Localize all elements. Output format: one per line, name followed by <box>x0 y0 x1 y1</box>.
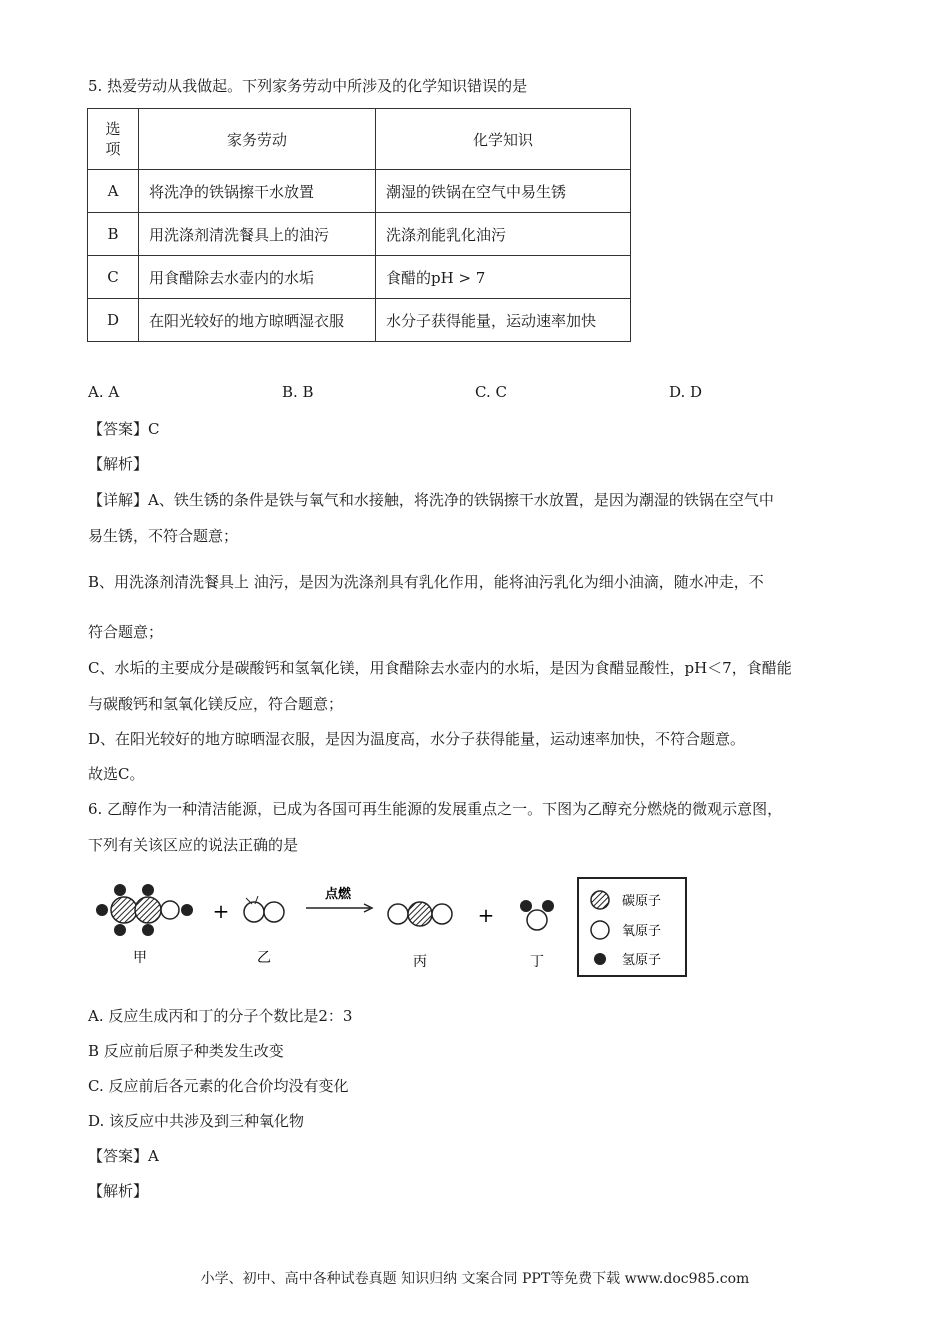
answer-6: 【答案】A <box>88 1147 159 1165</box>
row-option: D <box>88 299 139 342</box>
row-knowledge: 潮湿的铁锅在空气中易生锈 <box>376 170 631 213</box>
row-knowledge: 食醋的pH > 7 <box>376 256 631 299</box>
choice-6b: B 反应前后原子种类发生改变 <box>88 1042 284 1060</box>
plus-sign: + <box>212 899 230 923</box>
detail-line: 故选C。 <box>88 765 145 783</box>
page-footer: 小学、初中、高中各种试卷真题 知识归纳 文案合同 PPT等免费下载 www.doc985.com <box>200 1271 750 1287</box>
question-5-choices <box>88 383 888 405</box>
choice-a: A. A <box>88 383 120 401</box>
legend-carbon: 碳原子 <box>622 894 662 909</box>
row-option: B <box>88 213 139 256</box>
question-5-title: 5. 热爱劳动从我做起。下列家务劳动中所涉及的化学知识错误的是 <box>88 77 528 95</box>
choice-6c: C. 反应前后各元素的化合价均没有变化 <box>88 1077 349 1095</box>
molecule-bing <box>388 902 452 926</box>
header-work: 家务劳动 <box>139 109 376 170</box>
row-option: C <box>88 256 139 299</box>
choice-c: C. C <box>475 383 507 401</box>
analysis-label-5: 【解析】 <box>88 455 149 473</box>
question-6-title-line1: 6. 乙醇作为一种清洁能源，已成为各国可再生能源的发展重点之一。下图为乙醇充分燃烧的微观示意图， <box>88 800 783 818</box>
molecule-jia <box>96 884 193 936</box>
label-ding: 丁 <box>530 954 544 970</box>
detail-line: D、在阳光较好的地方晾晒湿衣服，是因为温度高，水分子获得能量，运动速率加快，不符合题意。 <box>88 730 746 748</box>
reaction-diagram <box>88 868 700 986</box>
table-header-row <box>88 109 631 170</box>
row-knowledge: 洗涤剂能乳化油污 <box>376 213 631 256</box>
detail-line: 符合题意； <box>88 623 164 641</box>
reaction-condition: 点燃 <box>324 887 352 902</box>
detail-line: C、水垢的主要成分是碳酸钙和氢氧化镁，用食醋除去水壶内的水垢，是因为食醋显酸性，pH＜7，食醋能 <box>88 659 792 677</box>
detail-line: 与碳酸钙和氢氧化镁反应，符合题意； <box>88 695 344 713</box>
analysis-label-6: 【解析】 <box>88 1182 149 1200</box>
choice-b: B. B <box>282 383 314 401</box>
row-work: 用洗涤剂清洗餐具上的油污 <box>139 213 376 256</box>
table-row <box>88 256 631 299</box>
label-bing: 丙 <box>413 954 427 970</box>
detail-line: B、用洗涤剂清洗餐具上 油污，是因为洗涤剂具有乳化作用，能将油污乳化为细小油滴，随水冲走，不 <box>88 573 764 591</box>
diagram-legend <box>578 878 686 976</box>
molecule-yi <box>244 896 284 922</box>
label-yi: 乙 <box>257 950 271 966</box>
legend-hydrogen: 氢原子 <box>622 953 662 968</box>
plus-sign-2: + <box>477 903 495 927</box>
detail-line: 【详解】A、铁生锈的条件是铁与氧气和水接触，将洗净的铁锅擦干水放置，是因为潮湿的铁锅在空气中 <box>88 491 774 509</box>
table-row <box>88 213 631 256</box>
molecule-ding <box>520 900 554 930</box>
header-option: 选 项 <box>88 109 139 170</box>
choice-d: D. D <box>669 383 703 401</box>
question-5-table <box>87 108 631 342</box>
row-option: A <box>88 170 139 213</box>
row-work: 用食醋除去水壶内的水垢 <box>139 256 376 299</box>
choice-6d: D. 该反应中共涉及到三种氧化物 <box>88 1112 305 1130</box>
table-row <box>88 299 631 342</box>
row-knowledge: 水分子获得能量，运动速率加快 <box>376 299 631 342</box>
row-work: 将洗净的铁锅擦干水放置 <box>139 170 376 213</box>
header-knowledge: 化学知识 <box>376 109 631 170</box>
label-jia: 甲 <box>133 950 147 966</box>
choice-6a: A. 反应生成丙和丁的分子个数比是2：3 <box>88 1007 353 1025</box>
detail-line: 易生锈，不符合题意； <box>88 527 239 545</box>
table-row <box>88 170 631 213</box>
answer-5: 【答案】C <box>88 420 160 438</box>
row-work: 在阳光较好的地方晾晒湿衣服 <box>139 299 376 342</box>
legend-oxygen: 氧原子 <box>622 924 662 939</box>
question-6-title-line2: 下列有关该区应的说法正确的是 <box>88 836 299 854</box>
